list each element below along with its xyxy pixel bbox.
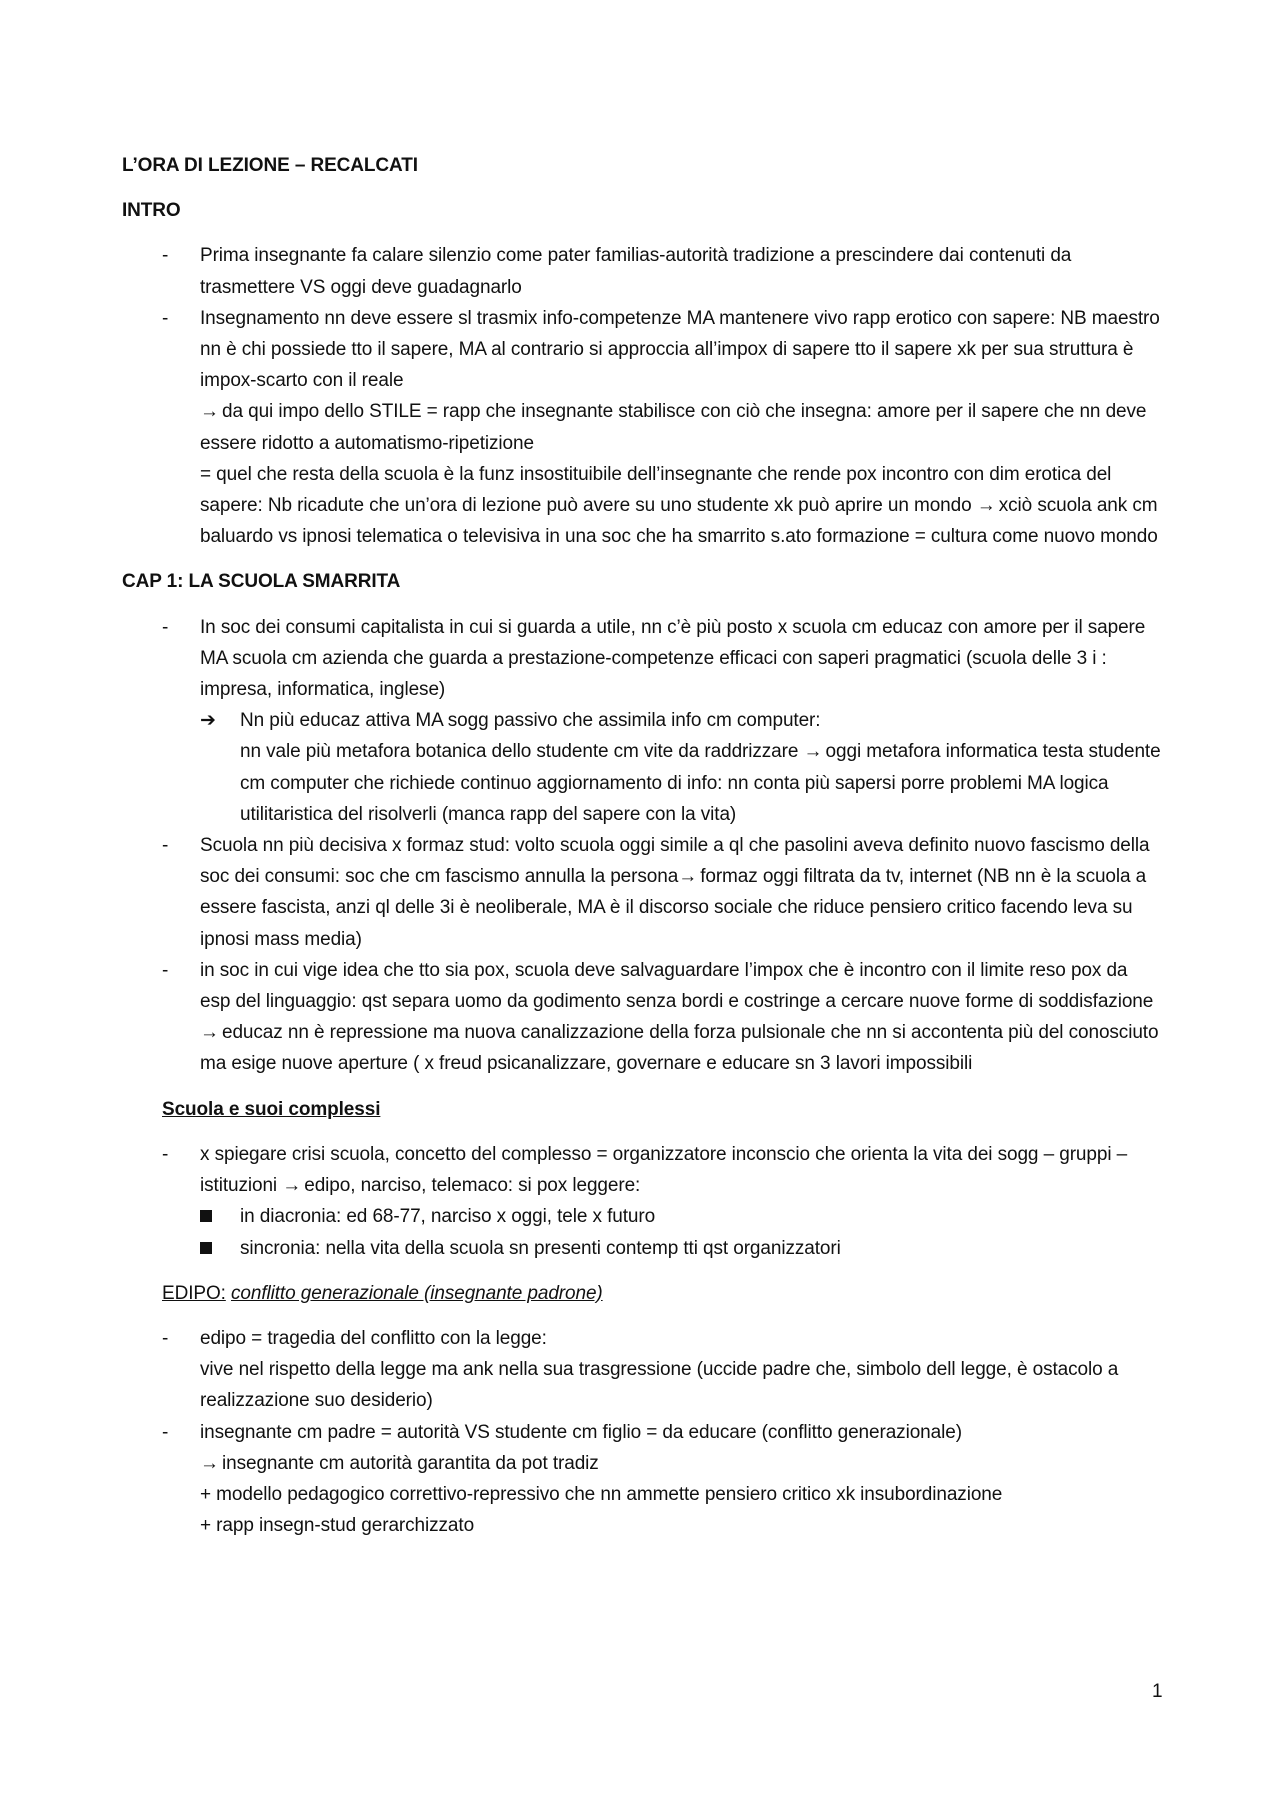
dash-bullet: -: [162, 616, 169, 638]
dash-bullet: -: [162, 1143, 169, 1165]
cap1-item-3-text: in soc in cui vige idea che tto sia pox, scuola deve salvaguardare l’impox che è incontro con il limite reso pox da esp del linguaggio: qst separa uomo da godimento senza bordi e costringe a cercare nuove forme di soddisfazione → educaz nn è repressione ma nuova canalizzazione della forza pulsionale che nn si accontenta più del conosciuto ma esige nuove aperture ( x freud psicanalizzare, governare e educare sn 3 lavori impossibili: [200, 959, 1159, 1075]
square-bullet-icon: [200, 1242, 212, 1254]
arrow-icon: →: [200, 1022, 219, 1044]
intro-item-2-text: Insegnamento nn deve essere sl trasmix info-competenze MA mantenere vivo rapp erotico con sapere: NB maestro nn è chi possiede tto il sapere, MA al contrario si approccia all’impox di sapere tto il sapere xk per sua struttura è impox-scarto con il reale: [200, 307, 1160, 392]
edipo-line1: edipo = tragedia del conflitto con la legge:: [200, 1327, 547, 1349]
arrow-icon: →: [976, 495, 996, 517]
list-item: [122, 1323, 1162, 1417]
square-bullet-item: in diacronia: ed 68-77, narciso x oggi, tele x futuro: [200, 1201, 1162, 1232]
dash-bullet: -: [162, 1421, 169, 1443]
edipo-2-plus1: + modello pedagogico correttivo-repressivo che nn ammette pensiero critico xk insubordinazione: [200, 1483, 1003, 1505]
arrow-icon: →: [200, 1452, 219, 1474]
cap1-arrow-cont: nn vale più metafora botanica dello studente cm vite da raddrizzare → oggi metafora informatica testa studente cm computer che richiede continuo aggiornamento di info: nn conta più sapersi porre problemi MA logica utilitaristica del risolverli (manca rapp del sapere con la vita): [240, 736, 1162, 830]
arrow-icon: →: [678, 866, 698, 888]
list-item: [122, 830, 1162, 955]
cap1-item-1-text: In soc dei consumi capitalista in cui si guarda a utile, nn c’è più posto x scuola cm educaz con amore per il sapere MA scuola cm azienda che guarda a prestazione-competenze efficaci con saperi pragmatici (scuola delle 3 i : impresa, informatica, inglese): [200, 616, 1146, 701]
dash-bullet: -: [162, 1327, 169, 1349]
document-page: [122, 150, 1162, 1541]
list-item: [122, 1417, 1162, 1542]
cap1-arrow-block: [200, 705, 1162, 830]
arrow-icon: →: [200, 401, 219, 423]
document-title: L’ORA DI LEZIONE – RECALCATI: [122, 155, 418, 176]
bold-arrow-icon: ➔: [200, 710, 216, 732]
list-item: [122, 955, 1162, 1080]
list-item: [122, 612, 1162, 830]
arrow-icon: →: [803, 741, 823, 763]
edipo-line2: vive nel rispetto della legge ma ank nella sua trasgressione (uccide padre che, simbolo dell legge, è ostacolo a realizzazione suo desiderio): [200, 1359, 1119, 1412]
arrow-icon: →: [282, 1175, 302, 1197]
intro-list: [122, 240, 1162, 552]
edipo-2-arrow: → insegnante cm autorità garantita da pot tradiz: [200, 1448, 1162, 1479]
complessi-heading: Scuola e suoi complessi: [162, 1098, 381, 1120]
dash-bullet: -: [162, 959, 169, 981]
complessi-list: [122, 1139, 1162, 1264]
dash-bullet: -: [162, 835, 169, 857]
dash-bullet: -: [162, 245, 169, 267]
edipo-2-plus2: + rapp insegn-stud gerarchizzato: [200, 1515, 475, 1537]
complessi-text: x spiegare crisi scuola, concetto del complesso = organizzatore inconscio che orienta la vita dei sogg – gruppi – istituzioni → edipo, narciso, telemaco: si pox leggere:: [200, 1139, 1162, 1201]
list-item: [122, 240, 1162, 302]
edipo-heading: EDIPO: conflitto generazionale (insegnante padrone): [162, 1282, 603, 1304]
intro-item-1-text: Prima insegnante fa calare silenzio come pater familias-autorità tradizione a prescindere dai contenuti da trasmettere VS oggi deve guadagnarlo: [200, 245, 1072, 298]
cap1-heading: CAP 1: LA SCUOLA SMARRITA: [122, 571, 401, 593]
intro-item-2-extra: = quel che resta della scuola è la funz insostituibile dell’insegnante che rende pox incontro con dim erotica del sapere: Nb ricadute che un’ora di lezione può avere su uno studente xk può aprire un mondo → xciò scuola ank cm baluardo vs ipnosi telematica o televisiva in una soc che ha smarrito s.ato formazione = cultura come nuovo mondo: [200, 463, 1158, 548]
cap1-item-2-text: Scuola nn più decisiva x formaz stud: volto scuola oggi simile a ql che pasolini aveva definito nuovo fascismo della soc dei consumi: soc che cm fascismo annulla la persona→ formaz oggi filtrata da tv, internet (NB nn è la scuola a essere fascista, anzi ql delle 3i è neoliberale, MA è il discorso sociale che riduce pensiero critico facendo leva su ipnosi mass media): [200, 835, 1150, 950]
list-item: [122, 1139, 1162, 1264]
list-item: [122, 303, 1162, 553]
edipo-list: [122, 1323, 1162, 1541]
dash-bullet: -: [162, 307, 169, 329]
intro-heading: INTRO: [122, 200, 181, 222]
edipo-2-line1: insegnante cm padre = autorità VS studente cm figlio = da educare (conflitto generazionale): [200, 1421, 962, 1443]
cap1-list: [122, 612, 1162, 1080]
square-bullet-icon: [200, 1210, 212, 1222]
intro-item-2-arrow-line: → da qui impo dello STILE = rapp che insegnante stabilisce con ciò che insegna: amore per il sapere che nn deve essere ridotto a automatismo-ripetizione: [200, 396, 1162, 458]
page-number: 1: [1152, 1681, 1163, 1702]
square-bullet-item: sincronia: nella vita della scuola sn presenti contemp tti qst organizzatori: [200, 1233, 1162, 1264]
cap1-arrow-line: Nn più educaz attiva MA sogg passivo che assimila info cm computer:: [240, 710, 821, 732]
